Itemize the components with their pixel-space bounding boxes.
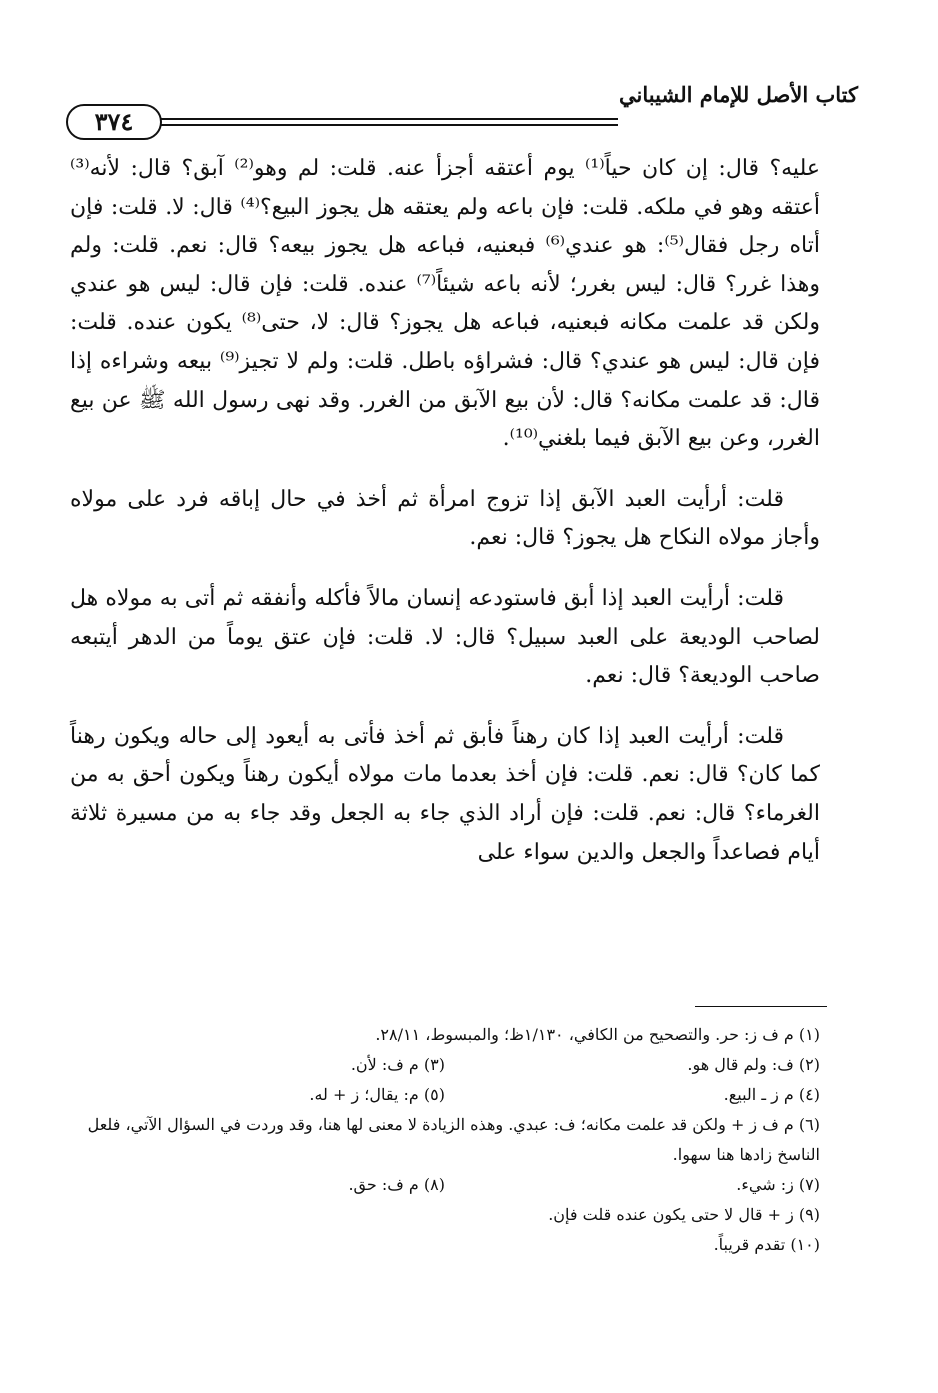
footnote: (٣) م ف: لأن. — [350, 1055, 445, 1074]
footnote: (٥) م: يقال؛ ز + له. — [309, 1085, 445, 1104]
footnote: (٧) ز: شيء. — [736, 1175, 820, 1194]
paragraph: قلت: أرأيت العبد الآبق إذا تزوج امرأة ثم أخذ في حال إباقه فرد على مولاه وأجاز مولاه النكاح هل يجوز؟ قال: نعم. — [70, 486, 820, 551]
book-title: كتاب الأصل للإمام الشيباني — [619, 82, 858, 107]
footnote: (٩) ز + قال لا حتى يكون عنده قلت فإن. — [548, 1205, 820, 1224]
page-header — [70, 80, 858, 140]
paragraph: قلت: أرأيت العبد إذا أبق فاستودعه إنسان مالاً فأكله وأنفقه ثم أتى به مولاه هل لصاحب الوديعة على العبد سبيل؟ قال: لا. قلت: فإن عتق يوماً من الدهر أيتبعه صاحب الوديعة؟ قال: نعم. — [70, 585, 820, 689]
footnote: (٦) م ف ز + ولكن قد علمت مكانه؛ ف: عبدي. وهذه الزيادة لا معنى لها هنا، وقد وردت في السؤال الآتي، فلعل الناسخ زادها هنا سهوا. — [87, 1115, 820, 1164]
footnotes — [70, 1020, 820, 1260]
footnote: (٨) م ف: حق. — [348, 1175, 445, 1194]
footnote: (١٠) تقدم قريباً. — [713, 1235, 820, 1254]
page-number: ٣٧٤ — [66, 104, 162, 140]
paragraph: عليه؟ قال: إن كان حياً⁽¹⁾ يوم أعتقه أجزأ عنه. قلت: لم وهو⁽²⁾ آبق؟ قال: لأنه⁽³⁾ أعتقه وهو في ملكه. قلت: فإن باعه ولم يعتقه هل يجوز البيع؟⁽⁴⁾ قال: لا. قلت: فإن أتاه رجل فقال⁽⁵⁾: هو عندي⁽⁶⁾ فبعنيه، فباعه هل يجوز بيعه؟ قال: نعم. قلت: ولم وهذا غرر؟ قال: ليس بغرر؛ لأنه باعه شيئاً⁽⁷⁾ عنده. قلت: فإن قال: ليس هو عندي ولكن قد علمت مكانه فبعنيه، فباعه هل يجوز؟ قال: لا، حتى⁽⁸⁾ يكون عنده. قلت: فإن قال: ليس هو عندي؟ قال: فشراؤه باطل. قلت: ولم لا تجيز⁽⁹⁾ بيعه وشراءه إذا قال: قد علمت مكانه؟ قال: لأن بيع الآبق من الغرر. وقد نهى رسول الله ﷺ عن بيع الغرر، وعن بيع الآبق فيما بلغني⁽¹⁰⁾. — [70, 156, 820, 452]
footnote-separator — [695, 1006, 827, 1007]
footnote: (٢) ف: ولم قال هو. — [687, 1055, 820, 1074]
footnote: (١) م ف ز: حر. والتصحيح من الكافي، ١/١٣٠ظ؛ والمبسوط، ٢٨/١١. — [375, 1025, 820, 1044]
main-text — [70, 150, 820, 894]
paragraph: قلت: أرأيت العبد إذا كان رهناً فأبق ثم أخذ فأتى به أيعود إلى حاله ويكون رهناً كما كان؟ قال: نعم. قلت: فإن أخذ بعدما مات مولاه أيكون رهناً ويكون أحق به من الغرماء؟ قال: نعم. قلت: فإن أراد الذي جاء به الجعل وقد جاء به من مسيرة ثلاثة أيام فصاعداً والجعل والدين سواء على — [70, 723, 820, 865]
footnote: (٤) م ز ـ البيع. — [723, 1085, 820, 1104]
